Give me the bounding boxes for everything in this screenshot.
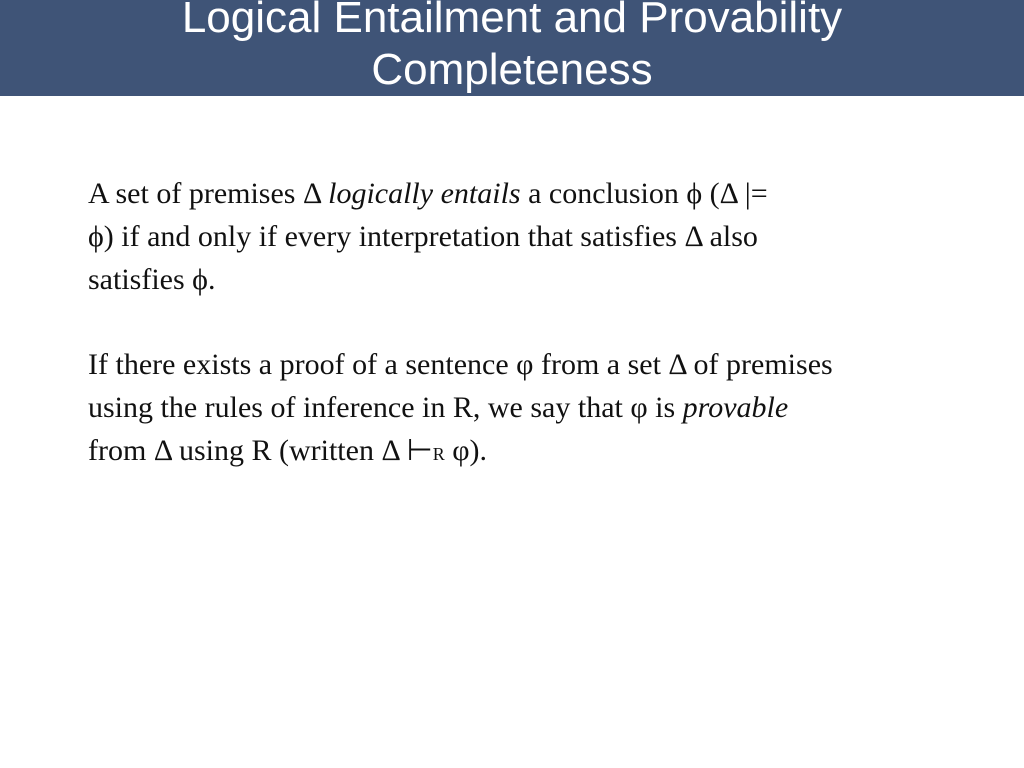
title-line-2: Completeness: [371, 45, 653, 94]
provability-definition: [88, 343, 948, 476]
title-bar: [0, 0, 1024, 96]
provability-text-a: using the rules of inference in R, we say that φ is: [88, 391, 683, 424]
rule-set-subscript: R: [432, 444, 445, 464]
entailment-line-1: [88, 172, 948, 215]
title-line-1: Logical Entailment and Provability: [181, 0, 843, 42]
entailment-term: logically entails: [328, 177, 521, 210]
provable-term: provable: [682, 391, 789, 424]
slide-title: [0, 0, 1024, 96]
entailment-text-b: a conclusion ϕ (Δ |=: [520, 177, 768, 210]
entailment-text-a: A set of premises Δ: [88, 177, 329, 210]
provability-line-1: If there exists a proof of a sentence φ from a set Δ of premises: [88, 348, 833, 381]
entailment-definition: [88, 172, 948, 301]
entailment-line-2: ϕ) if and only if every interpretation that satisfies Δ also: [88, 220, 758, 253]
slide-body: [88, 172, 948, 476]
provability-text-b: from Δ using R (written Δ ⊢: [88, 434, 433, 467]
provability-line-2: [88, 386, 948, 429]
provability-line-3: [88, 429, 948, 476]
entailment-line-3: satisfies ϕ.: [88, 263, 216, 296]
provability-text-c: φ).: [444, 434, 488, 467]
